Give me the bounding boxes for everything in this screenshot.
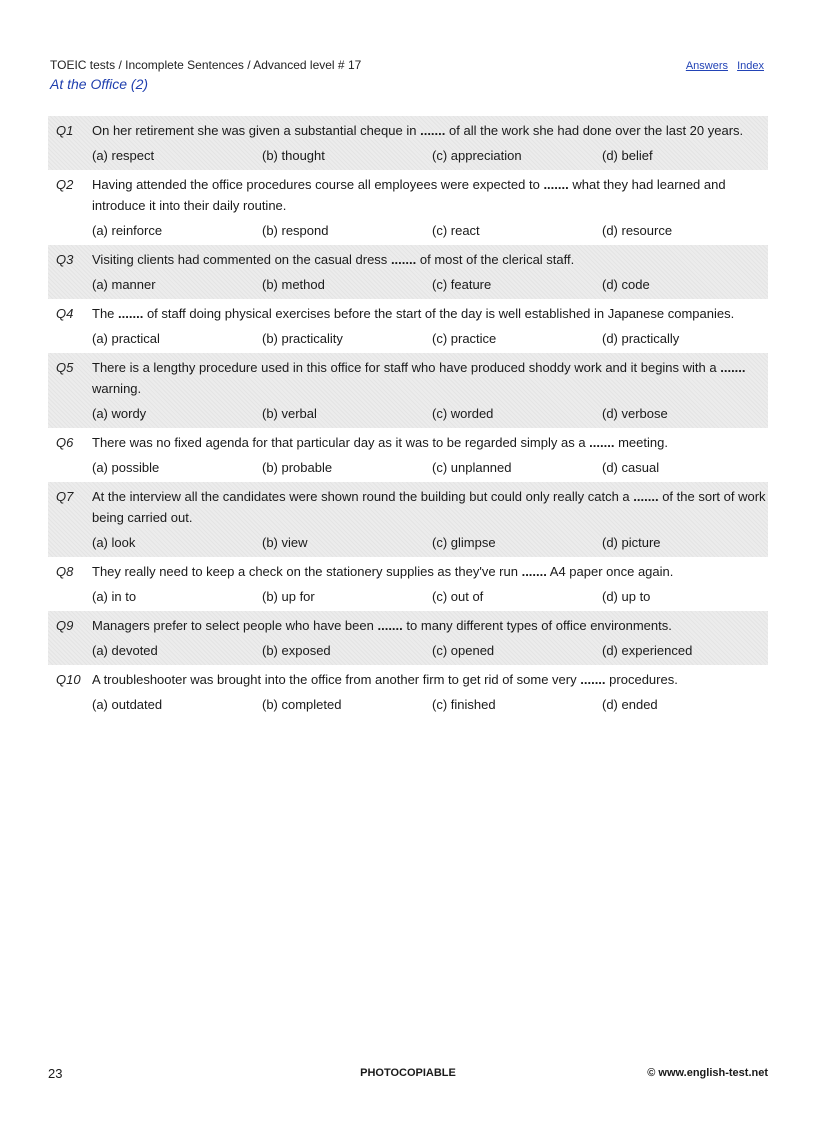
- option-d: (d) code: [602, 277, 650, 292]
- question-number: Q3: [56, 252, 74, 267]
- answer-gap: .......: [633, 489, 659, 504]
- header-links: [680, 60, 764, 72]
- option-c: (c) appreciation: [432, 148, 522, 163]
- answer-options: [92, 220, 772, 241]
- page-subtitle: At the Office (2): [50, 76, 149, 92]
- option-c: (c) finished: [432, 697, 496, 712]
- answers-link[interactable]: Answers: [685, 60, 729, 72]
- option-b: (b) probable: [262, 460, 333, 475]
- option-a: (a) reinforce: [92, 223, 163, 238]
- question-item: [48, 170, 768, 245]
- option-c: (c) glimpse: [432, 535, 496, 550]
- question-text: A troubleshooter was brought into the office from another firm to get rid of some very ....... procedures.: [92, 672, 678, 687]
- question-item: [48, 665, 768, 719]
- answer-gap: .......: [420, 123, 446, 138]
- question-list: [48, 116, 768, 719]
- option-b: (b) view: [262, 535, 308, 550]
- question-number: Q8: [56, 564, 74, 579]
- option-a: (a) in to: [92, 589, 137, 604]
- question-item: [48, 245, 768, 299]
- option-a: (a) wordy: [92, 406, 147, 421]
- answer-options: [92, 586, 772, 607]
- photocopiable-notice: PHOTOCOPIABLE: [360, 1067, 456, 1079]
- answer-options: [92, 457, 772, 478]
- option-c: (c) opened: [432, 643, 495, 658]
- option-d: (d) resource: [602, 223, 673, 238]
- option-d: (d) practically: [602, 331, 680, 346]
- question-item: [48, 611, 768, 665]
- question-text: At the interview all the candidates were shown round the building but could only really catch a ....... of the sort of work being carried out.: [92, 489, 766, 525]
- option-a: (a) respect: [92, 148, 155, 163]
- answer-gap: .......: [390, 252, 417, 267]
- page-number: 23: [48, 1066, 63, 1081]
- answer-gap: .......: [521, 564, 547, 579]
- answer-gap: .......: [720, 360, 746, 375]
- question-number: Q1: [56, 123, 74, 138]
- question-item: [48, 557, 768, 611]
- option-d: (d) ended: [602, 697, 658, 712]
- answer-options: [92, 532, 772, 553]
- option-d: (d) verbose: [602, 406, 668, 421]
- answer-gap: .......: [580, 672, 606, 687]
- question-text: Having attended the office procedures course all employees were expected to ....... what they had learned and introduce it into their daily routine.: [92, 177, 726, 213]
- answer-gap: .......: [543, 177, 569, 192]
- question-text: Visiting clients had commented on the casual dress ....... of most of the clerical staff.: [92, 252, 575, 267]
- option-c: (c) unplanned: [432, 460, 512, 475]
- option-b: (b) method: [262, 277, 325, 292]
- answer-options: [92, 328, 772, 349]
- option-a: (a) possible: [92, 460, 160, 475]
- question-text: There is a lengthy procedure used in this office for staff who have produced shoddy work and it begins with a ....... warning.: [92, 360, 746, 396]
- answer-options: [92, 274, 772, 295]
- option-a: (a) outdated: [92, 697, 163, 712]
- option-b: (b) completed: [262, 697, 342, 712]
- page-header: [50, 58, 764, 92]
- option-d: (d) up to: [602, 589, 651, 604]
- option-c: (c) worded: [432, 406, 494, 421]
- question-item: [48, 428, 768, 482]
- option-d: (d) belief: [602, 148, 653, 163]
- answer-options: [92, 694, 772, 715]
- option-d: (d) casual: [602, 460, 660, 475]
- question-text: The ....... of staff doing physical exercises before the start of the day is well established in Japanese companies.: [92, 306, 735, 321]
- option-c: (c) react: [432, 223, 480, 238]
- option-a: (a) devoted: [92, 643, 158, 658]
- question-text: They really need to keep a check on the stationery supplies as they've run ....... A4 paper once again.: [92, 564, 674, 579]
- question-number: Q5: [56, 360, 74, 375]
- question-number: Q10: [56, 672, 81, 687]
- question-number: Q2: [56, 177, 74, 192]
- option-a: (a) look: [92, 535, 136, 550]
- option-c: (c) feature: [432, 277, 492, 292]
- answer-gap: .......: [118, 306, 144, 321]
- question-number: Q9: [56, 618, 74, 633]
- question-text: Managers prefer to select people who have been ....... to many different types of office environments.: [92, 618, 672, 633]
- copyright-site: © www.english-test.net: [647, 1067, 768, 1079]
- answer-options: [92, 403, 772, 424]
- option-b: (b) exposed: [262, 643, 331, 658]
- answer-gap: .......: [589, 435, 615, 450]
- option-b: (b) respond: [262, 223, 329, 238]
- option-b: (b) verbal: [262, 406, 317, 421]
- question-text: On her retirement she was given a substantial cheque in ....... of all the work she had done over the last 20 years.: [92, 123, 744, 138]
- answer-options: [92, 640, 772, 661]
- option-b: (b) practicality: [262, 331, 343, 346]
- option-c: (c) out of: [432, 589, 484, 604]
- question-text: There was no fixed agenda for that particular day as it was to be regarded simply as a ....... meeting.: [92, 435, 668, 450]
- question-item: [48, 482, 768, 557]
- option-c: (c) practice: [432, 331, 497, 346]
- option-a: (a) manner: [92, 277, 156, 292]
- question-number: Q6: [56, 435, 74, 450]
- question-item: [48, 353, 768, 428]
- question-number: Q7: [56, 489, 74, 504]
- option-d: (d) experienced: [602, 643, 693, 658]
- option-b: (b) thought: [262, 148, 325, 163]
- option-d: (d) picture: [602, 535, 661, 550]
- breadcrumb: TOEIC tests / Incomplete Sentences / Advanced level # 17: [50, 58, 362, 72]
- question-item: [48, 299, 768, 353]
- question-item: [48, 116, 768, 170]
- option-b: (b) up for: [262, 589, 315, 604]
- answer-gap: .......: [377, 618, 403, 633]
- option-a: (a) practical: [92, 331, 160, 346]
- index-link[interactable]: Index: [737, 60, 764, 72]
- question-number: Q4: [56, 306, 74, 321]
- answer-options: [92, 145, 772, 166]
